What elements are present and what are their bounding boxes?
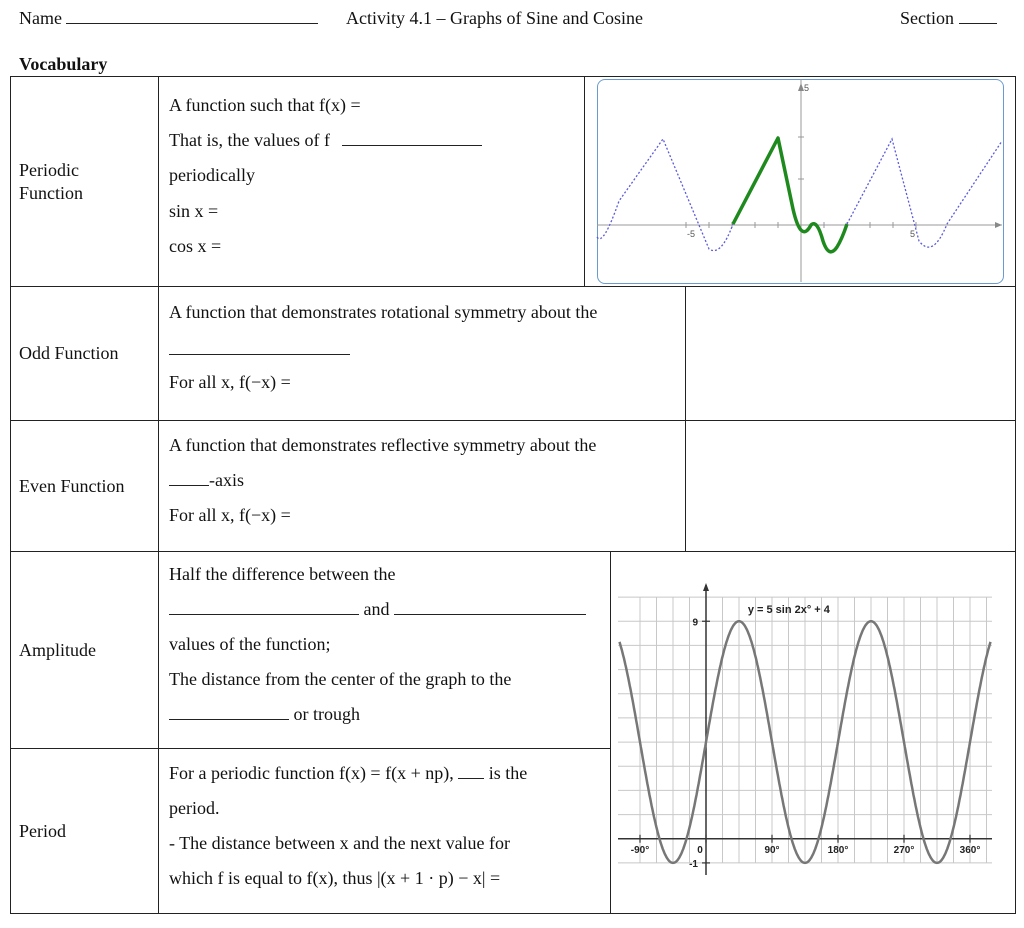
even-blank [169, 471, 209, 486]
odd-definition: A function that demonstrates rotational symmetry about the [169, 302, 598, 322]
periodic-cos: cos x = [169, 236, 222, 256]
x-tick-label: 90° [764, 844, 780, 856]
periodic-x-tick-neg: -5 [687, 229, 696, 239]
amplitude-blank-3 [169, 705, 289, 720]
periodic-sin: sin x = [169, 201, 219, 221]
sine-y-arrow [703, 583, 709, 591]
period-equation: which f is equal to f(x), thus |(x + 1 · p) − x| = [169, 868, 501, 888]
even-equation: For all x, f(−x) = [169, 505, 291, 525]
sine-chart [618, 585, 992, 875]
amplitude-trough-line[interactable]: or trough [169, 703, 360, 725]
x-tick-label: 0 [697, 844, 703, 856]
period-word: period. [169, 798, 220, 818]
periodic-x-arrow [995, 222, 1002, 228]
odd-blank-field[interactable] [169, 339, 350, 360]
odd-blank [169, 340, 350, 355]
even-axis-line[interactable]: -axis [169, 469, 244, 491]
periodic-graph-plot [597, 79, 1002, 282]
name-label: Name [19, 8, 62, 28]
term-even-function: Even Function [19, 476, 125, 496]
period-distance: - The distance between x and the next value for [169, 833, 511, 853]
name-field[interactable] [19, 8, 318, 29]
amplitude-definition: Half the difference between the [169, 564, 396, 584]
periodic-y-tick-label: 5 [804, 83, 810, 93]
amplitude-blank-2 [394, 600, 586, 615]
periodic-highlighted-curve [733, 138, 847, 252]
section-field[interactable] [900, 8, 997, 29]
x-tick-label: 270° [893, 844, 915, 856]
period-definition[interactable]: For a periodic function f(x) = f(x + np), is the [169, 763, 528, 783]
sine-chart-title: y = 5 sin 2x° + 4 [747, 603, 830, 616]
amplitude-blanks-line[interactable]: and [169, 598, 586, 620]
term-periodic-function: Periodic Function [19, 160, 84, 203]
periodic-dotted-curve-right [847, 139, 1002, 247]
periodic-definition: A function such that f(x) = [169, 95, 361, 115]
odd-equation: For all x, f(−x) = [169, 372, 291, 392]
x-tick-label: 360° [959, 844, 981, 856]
vocabulary-heading: Vocabulary [19, 54, 108, 74]
term-amplitude: Amplitude [19, 640, 96, 660]
x-tick-label: -90° [630, 844, 650, 856]
section-blank [959, 9, 997, 24]
y-tick-label: -1 [689, 858, 698, 870]
y-tick-label: 9 [692, 617, 698, 629]
periodic-dotted-curve-left [597, 139, 733, 251]
period-blank [458, 764, 484, 779]
periodic-x-tick-pos: 5 [910, 229, 916, 239]
name-blank [66, 9, 318, 24]
periodic-periodically: periodically [169, 165, 255, 185]
x-tick-label: 180° [827, 844, 849, 856]
amplitude-values: values of the function; [169, 634, 331, 654]
sine-chart-grid [618, 597, 992, 863]
term-odd-function: Odd Function [19, 343, 119, 363]
periodic-values-line: That is, the values of f [169, 129, 482, 151]
section-label: Section [900, 8, 954, 28]
term-period: Period [19, 821, 66, 841]
amplitude-blank-1 [169, 600, 359, 615]
periodic-blank [342, 131, 482, 146]
page-title: Activity 4.1 – Graphs of Sine and Cosine [346, 8, 643, 28]
amplitude-distance: The distance from the center of the graph to the [169, 669, 512, 689]
even-definition: A function that demonstrates reflective symmetry about the [169, 435, 597, 455]
